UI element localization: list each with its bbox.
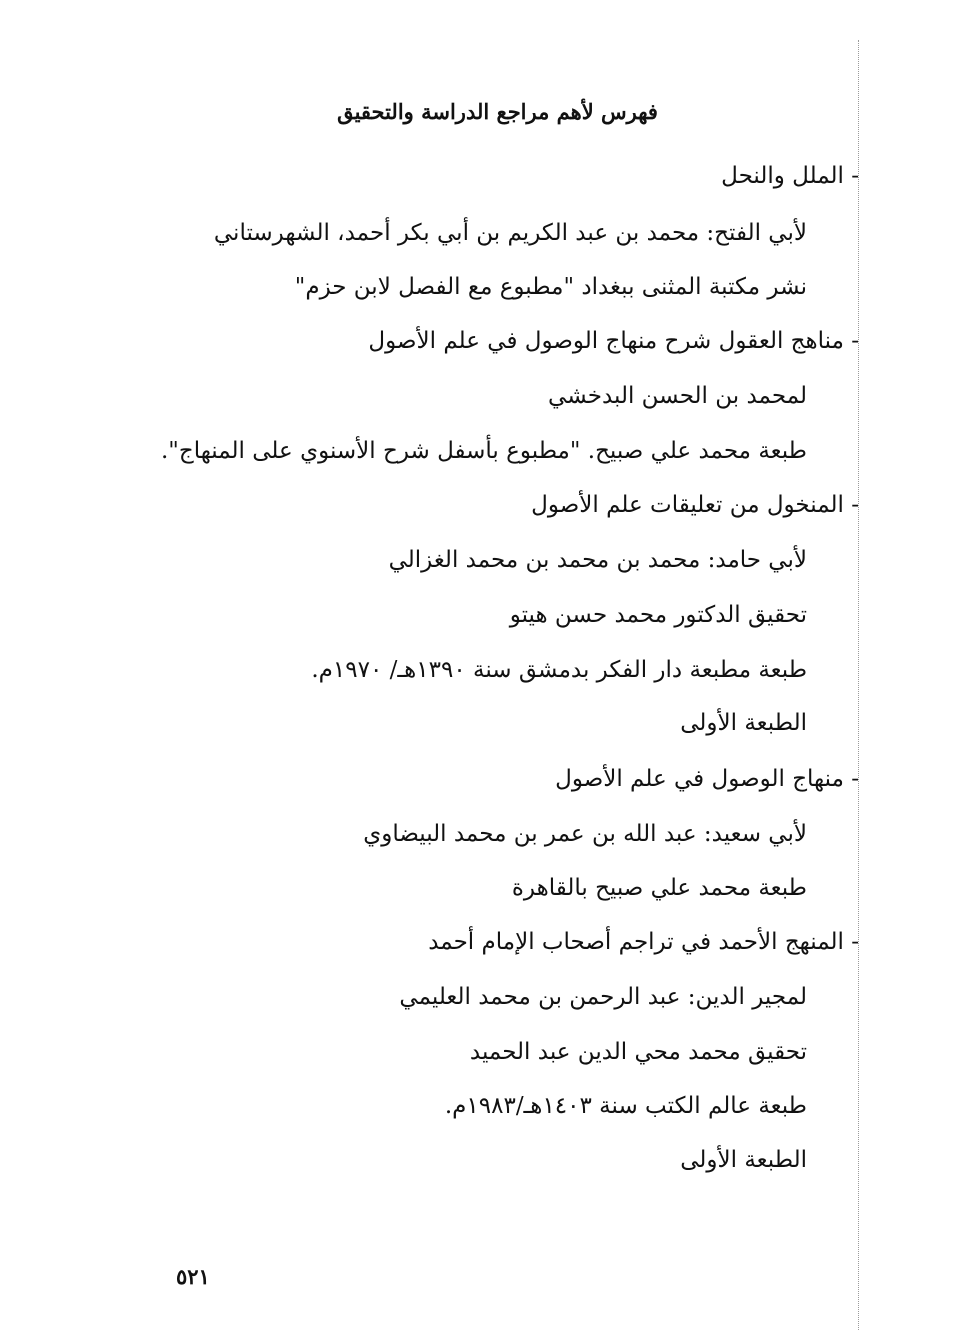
entry-author: لأبي حامد: محمد بن محمد بن محمد الغزالي xyxy=(388,547,807,573)
entry-edition: الطبعة الأولى xyxy=(680,710,807,736)
page-header xyxy=(0,99,955,124)
entry-title: - مناهج العقول شرح منهاج الوصول في علم الأصول xyxy=(368,328,859,354)
page-number: ٥٢١ xyxy=(176,1264,210,1289)
entry-publisher: طبعة عالم الكتب سنة ١٤٠٣هـ/١٩٨٣م. xyxy=(444,1093,807,1119)
scan-margin-rule xyxy=(858,40,859,1330)
entry-title: - المنخول من تعليقات علم الأصول xyxy=(531,492,859,518)
entry-author: لمجير الدين: عبد الرحمن بن محمد العليمي xyxy=(399,984,807,1010)
entry-publisher: نشر مكتبة المثنى ببغداد "مطبوع مع الفصل لابن حزم" xyxy=(294,274,807,300)
entry-edition: الطبعة الأولى xyxy=(680,1147,807,1173)
entry-author: لمحمد بن الحسن البدخشي xyxy=(548,383,807,409)
entry-title: - منهاج الوصول في علم الأصول xyxy=(555,766,859,792)
entry-editor: تحقيق محمد محي الدين عبد الحميد xyxy=(469,1039,807,1065)
entry-publisher: طبعة محمد علي صبيح بالقاهرة xyxy=(511,875,807,901)
entry-author: لأبي سعيد: عبد الله بن عمر بن محمد البيضاوي xyxy=(363,821,807,847)
page-header-title: فهرس لأهم مراجع الدراسة والتحقيق xyxy=(337,99,658,124)
entry-editor: تحقيق الدكتور محمد حسن هيتو xyxy=(509,602,807,628)
entry-author: لأبي الفتح: محمد بن عبد الكريم بن أبي بكر أحمد، الشهرستاني xyxy=(213,220,807,246)
entry-publisher: طبعة مطبعة دار الفكر بدمشق سنة ١٣٩٠هـ/ ١٩٧٠م. xyxy=(311,657,807,683)
entry-title: - الملل والنحل xyxy=(721,163,859,189)
entry-publisher: طبعة محمد علي صبيح. "مطبوع بأسفل شرح الأسنوي على المنهاج". xyxy=(160,438,807,464)
entry-title: - المنهج الأحمد في تراجم أصحاب الإمام أحمد xyxy=(428,929,859,955)
